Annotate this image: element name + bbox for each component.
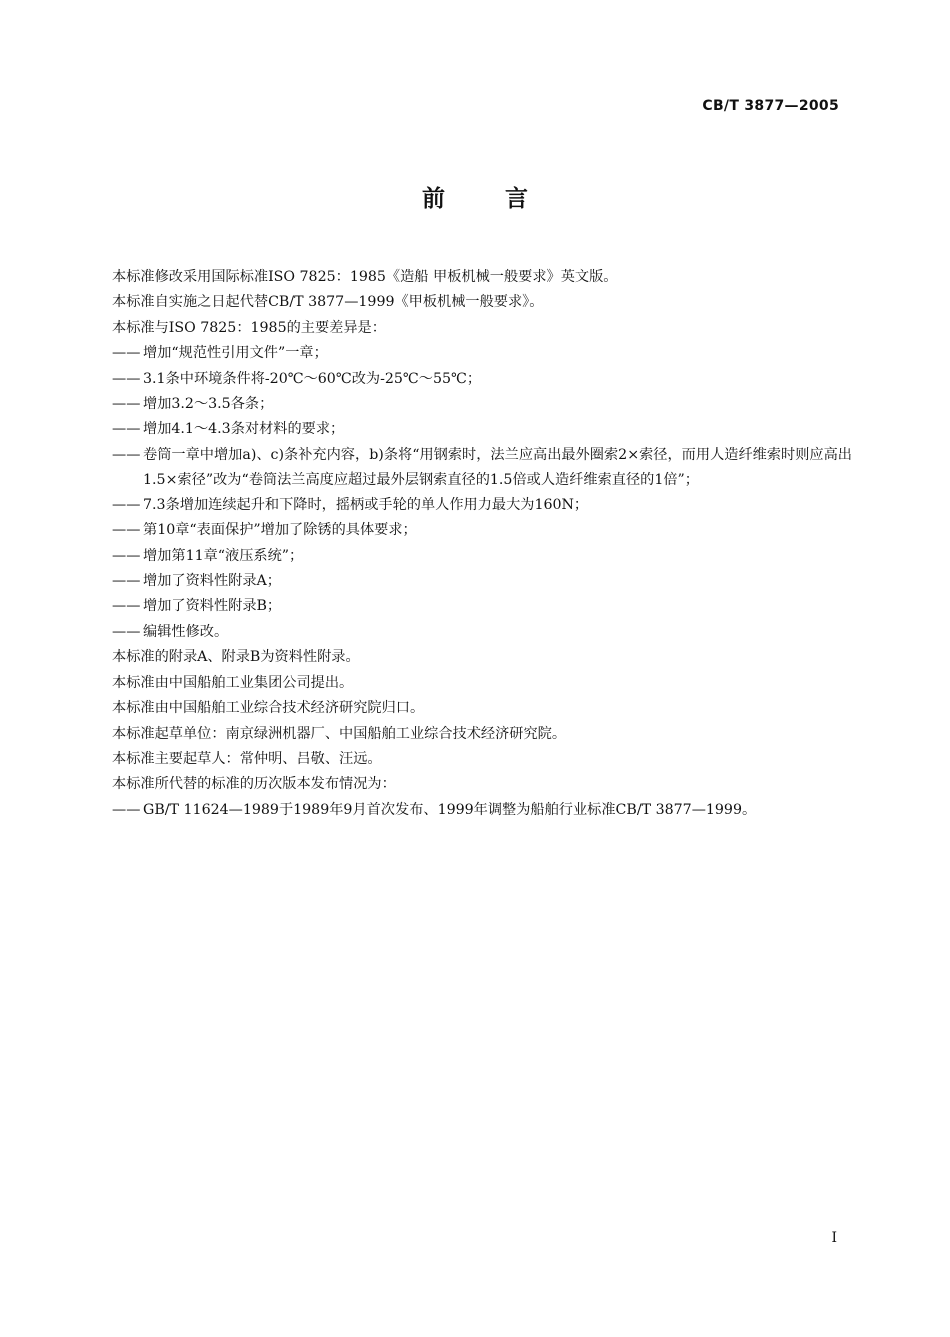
difference-item: —— 第10章“表面保护”增加了除锈的具体要求； <box>112 522 417 539</box>
difference-item: —— 3.1条中环境条件将-20℃～60℃改为-25℃～55℃； <box>112 370 482 387</box>
paragraph: 本标准的附录A、附录B为资料性附录。 <box>112 649 360 666</box>
difference-item: —— 增加第11章“液压系统”； <box>112 547 304 564</box>
paragraph: 本标准与ISO 7825：1985的主要差异是： <box>112 319 386 336</box>
difference-item: —— 增加4.1～4.3条对材料的要求； <box>112 421 345 438</box>
page-number: I <box>831 1230 837 1246</box>
paragraph: 本标准自实施之日起代替CB/T 3877—1999《甲板机械一般要求》。 <box>112 294 544 311</box>
difference-item: —— 编辑性修改。 <box>112 623 229 640</box>
foreword-body <box>112 265 852 823</box>
difference-item: —— 卷筒一章中增加a)、c)条补充内容，b)条将“用钢索时，法兰应高出最外圈索2×索径，而用人造纤维索时则应高出1.5×索径”改为“卷筒法兰高度应超过最外层钢索直径的1.5倍或人造纤维索直径的1倍”； <box>112 446 852 488</box>
standard-number: CB/T 3877—2005 <box>702 98 839 114</box>
difference-item: —— 增加“规范性引用文件”一章； <box>112 345 328 362</box>
paragraph: 本标准修改采用国际标准ISO 7825：1985《造船 甲板机械一般要求》英文版。 <box>112 269 618 285</box>
difference-item: —— 7.3条增加连续起升和下降时，摇柄或手轮的单人作用力最大为160N； <box>112 496 589 513</box>
difference-item: —— 增加了资料性附录A； <box>112 573 281 590</box>
paragraph: 本标准由中国船舶工业集团公司提出。 <box>112 674 354 691</box>
paragraph: 本标准所代替的标准的历次版本发布情况为： <box>112 776 396 793</box>
history-item: —— GB/T 11624—1989于1989年9月首次发布、1999年调整为船舶行业标准CB/T 3877—1999。 <box>112 801 757 818</box>
difference-item: —— 增加了资料性附录B； <box>112 598 282 615</box>
paragraph: 本标准由中国船舶工业综合技术经济研究院归口。 <box>112 700 425 717</box>
paragraph: 本标准主要起草人：常仲明、吕敬、汪远。 <box>112 750 382 767</box>
difference-item: —— 增加3.2～3.5各条； <box>112 396 274 413</box>
page-title: 前 言 <box>421 186 554 212</box>
paragraph: 本标准起草单位：南京绿洲机器厂、中国船舶工业综合技术经济研究院。 <box>112 725 567 742</box>
